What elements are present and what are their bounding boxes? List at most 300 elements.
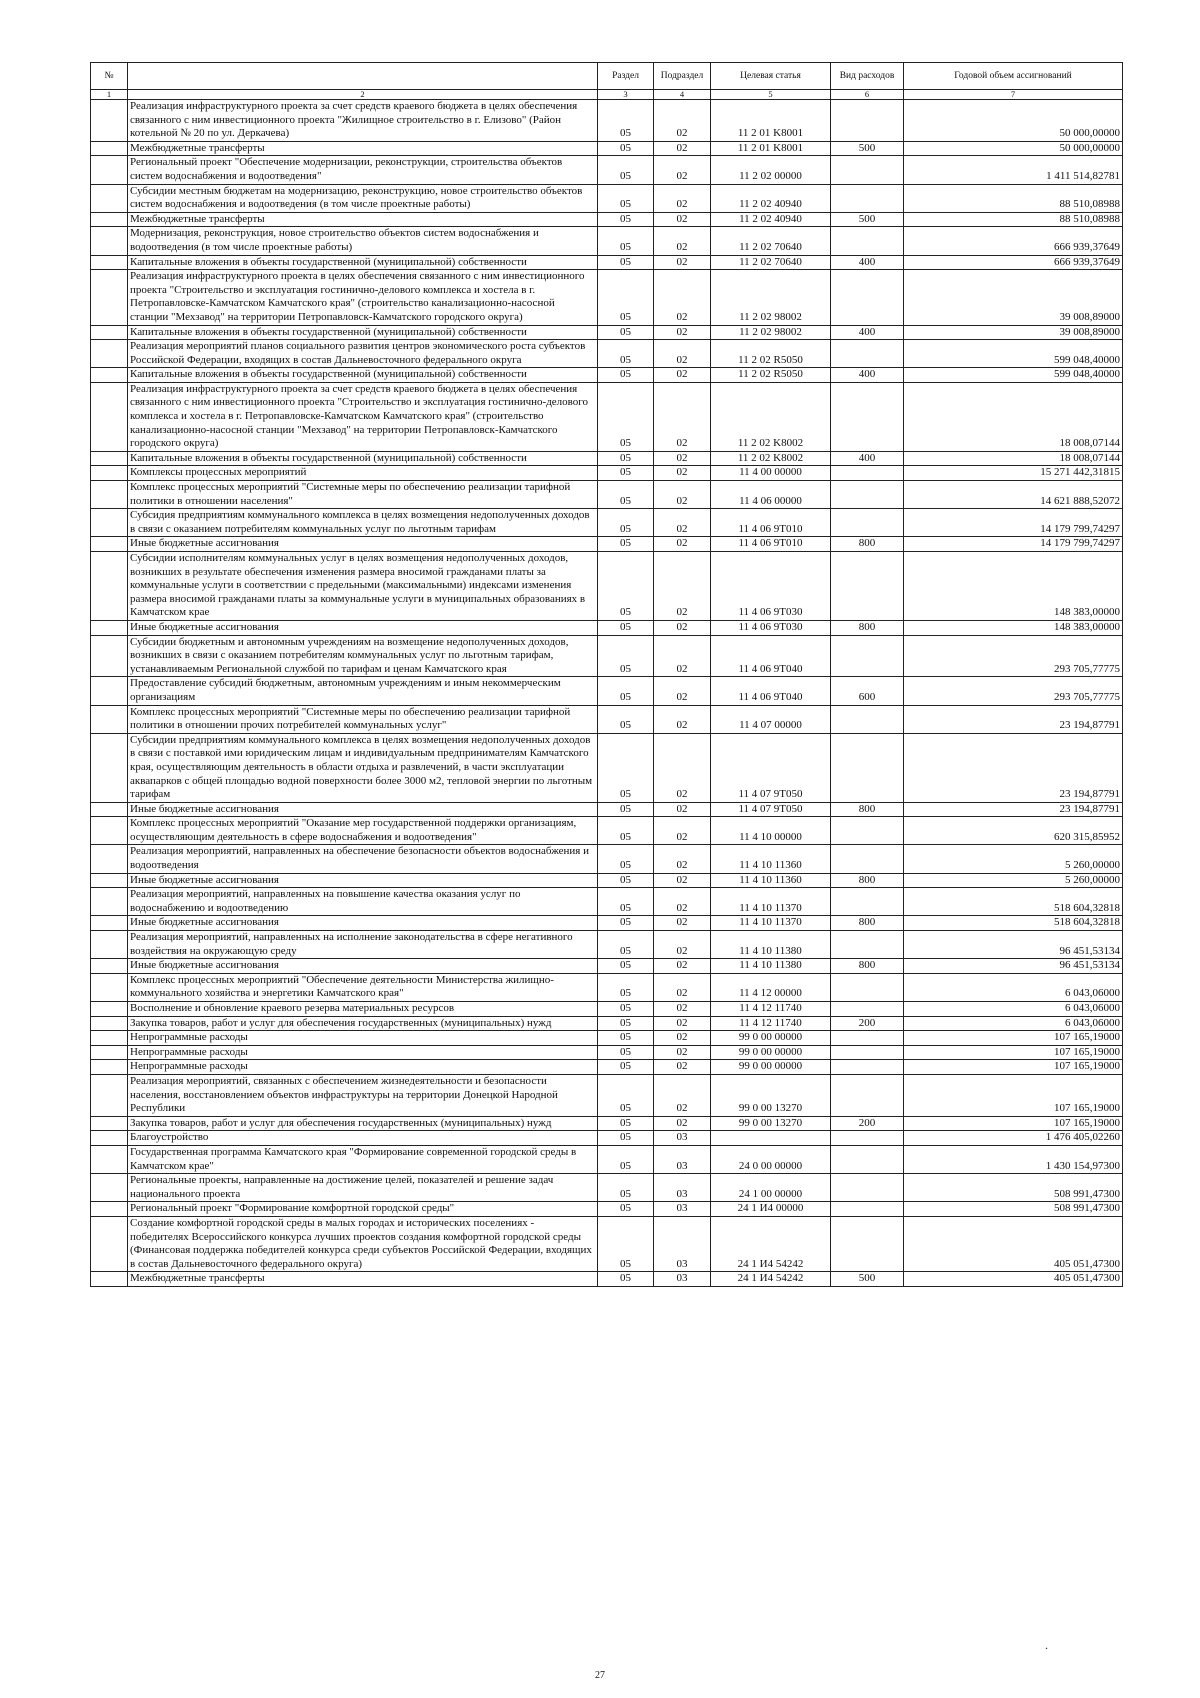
row-subsection: 02 [654, 973, 711, 1001]
row-target-article: 99 0 00 13270 [711, 1116, 831, 1131]
row-expense-type [831, 845, 904, 873]
row-number-cell [91, 873, 128, 888]
row-description: Капитальные вложения в объекты государственной (муниципальной) собственности [128, 368, 598, 383]
row-subsection: 02 [654, 368, 711, 383]
row-amount: 15 271 442,31815 [904, 466, 1123, 481]
table-row [91, 325, 1123, 340]
row-section: 05 [598, 873, 654, 888]
row-number-cell [91, 537, 128, 552]
row-description: Реализация мероприятий планов социального развития центров экономического роста субъектов Российской Федерации, входящих в состав Дальневосточного федерального округа [128, 340, 598, 368]
row-section: 05 [598, 537, 654, 552]
row-section: 05 [598, 817, 654, 845]
row-section: 05 [598, 255, 654, 270]
row-target-article: 99 0 00 13270 [711, 1074, 831, 1116]
row-amount: 5 260,00000 [904, 873, 1123, 888]
row-section: 05 [598, 466, 654, 481]
row-subsection: 02 [654, 481, 711, 509]
row-number-cell [91, 620, 128, 635]
row-description: Непрограммные расходы [128, 1031, 598, 1046]
row-number-cell [91, 1045, 128, 1060]
table-row [91, 100, 1123, 142]
row-amount: 293 705,77775 [904, 677, 1123, 705]
row-section: 05 [598, 1016, 654, 1031]
row-target-article: 11 4 10 11370 [711, 916, 831, 931]
row-description: Капитальные вложения в объекты государственной (муниципальной) собственности [128, 255, 598, 270]
row-target-article: 11 4 10 11370 [711, 888, 831, 916]
row-section: 05 [598, 959, 654, 974]
row-expense-type [831, 509, 904, 537]
row-subsection: 02 [654, 509, 711, 537]
row-number-cell [91, 1202, 128, 1217]
row-subsection: 02 [654, 677, 711, 705]
row-section: 05 [598, 677, 654, 705]
table-row [91, 1045, 1123, 1060]
row-target-article: 11 2 02 70640 [711, 255, 831, 270]
row-expense-type: 400 [831, 325, 904, 340]
header-row [91, 63, 1123, 90]
row-subsection: 03 [654, 1216, 711, 1271]
row-section: 05 [598, 1074, 654, 1116]
row-section: 05 [598, 1060, 654, 1075]
row-amount: 107 165,19000 [904, 1116, 1123, 1131]
row-expense-type [831, 1216, 904, 1271]
row-target-article: 11 4 00 00000 [711, 466, 831, 481]
row-amount: 599 048,40000 [904, 340, 1123, 368]
row-section: 05 [598, 227, 654, 255]
row-expense-type [831, 1074, 904, 1116]
row-number-cell [91, 1074, 128, 1116]
row-subsection: 02 [654, 1045, 711, 1060]
row-subsection: 03 [654, 1202, 711, 1217]
table-row [91, 368, 1123, 383]
row-section: 05 [598, 100, 654, 142]
table-row [91, 481, 1123, 509]
row-description: Субсидии исполнителям коммунальных услуг в целях возмещения недополученных доходов, возникших в результате обеспечения изменения размера вносимой гражданами платы за коммунальные услуги в соответствии с предельными (максимальными) индексами изменения размера вносимой гражданами платы за коммунальные услуги в муниципальных образованиях в Камчатском крае [128, 552, 598, 621]
row-description: Межбюджетные трансферты [128, 141, 598, 156]
row-number-cell [91, 340, 128, 368]
row-amount: 518 604,32818 [904, 916, 1123, 931]
table-row [91, 817, 1123, 845]
row-subsection: 03 [654, 1174, 711, 1202]
row-subsection: 02 [654, 802, 711, 817]
row-section: 05 [598, 931, 654, 959]
row-expense-type: 500 [831, 141, 904, 156]
row-target-article: 11 4 06 9Т040 [711, 635, 831, 677]
row-subsection: 02 [654, 1060, 711, 1075]
row-number-cell [91, 845, 128, 873]
row-number-cell [91, 931, 128, 959]
row-section: 05 [598, 635, 654, 677]
row-number-cell [91, 1016, 128, 1031]
row-target-article: 11 4 07 00000 [711, 705, 831, 733]
row-expense-type: 500 [831, 1272, 904, 1287]
row-section: 05 [598, 184, 654, 212]
row-number-cell [91, 1272, 128, 1287]
row-subsection: 02 [654, 255, 711, 270]
row-amount: 6 043,06000 [904, 1002, 1123, 1017]
table-row [91, 184, 1123, 212]
row-subsection: 02 [654, 635, 711, 677]
row-expense-type [831, 227, 904, 255]
row-expense-type: 800 [831, 916, 904, 931]
row-subsection: 03 [654, 1272, 711, 1287]
row-amount: 666 939,37649 [904, 255, 1123, 270]
row-target-article: 11 2 02 70640 [711, 227, 831, 255]
column-number: 2 [128, 90, 598, 100]
row-description: Иные бюджетные ассигнования [128, 537, 598, 552]
row-subsection: 02 [654, 100, 711, 142]
row-expense-type: 800 [831, 802, 904, 817]
table-row [91, 1002, 1123, 1017]
row-number-cell [91, 1145, 128, 1173]
row-target-article: 11 2 02 K8002 [711, 382, 831, 451]
row-subsection: 02 [654, 1002, 711, 1017]
table-row [91, 635, 1123, 677]
table-row [91, 270, 1123, 325]
table-row [91, 1131, 1123, 1146]
row-section: 05 [598, 270, 654, 325]
row-section: 05 [598, 620, 654, 635]
row-number-cell [91, 184, 128, 212]
row-expense-type: 800 [831, 537, 904, 552]
row-description: Капитальные вложения в объекты государственной (муниципальной) собственности [128, 451, 598, 466]
row-subsection: 03 [654, 1131, 711, 1146]
row-subsection: 02 [654, 873, 711, 888]
row-subsection: 02 [654, 227, 711, 255]
table-row [91, 1016, 1123, 1031]
row-description: Закупка товаров, работ и услуг для обеспечения государственных (муниципальных) нужд [128, 1116, 598, 1131]
row-amount: 518 604,32818 [904, 888, 1123, 916]
row-amount: 14 179 799,74297 [904, 537, 1123, 552]
table-row [91, 227, 1123, 255]
header-section: Раздел [598, 63, 654, 90]
column-number: 7 [904, 90, 1123, 100]
row-expense-type: 400 [831, 368, 904, 383]
row-number-cell [91, 733, 128, 802]
row-section: 05 [598, 1002, 654, 1017]
row-amount: 23 194,87791 [904, 705, 1123, 733]
row-description: Иные бюджетные ассигнования [128, 802, 598, 817]
row-target-article: 11 4 10 11360 [711, 873, 831, 888]
table-row [91, 1074, 1123, 1116]
row-amount: 23 194,87791 [904, 802, 1123, 817]
row-target-article: 11 4 12 11740 [711, 1016, 831, 1031]
row-amount: 148 383,00000 [904, 552, 1123, 621]
row-target-article: 11 4 10 11380 [711, 931, 831, 959]
column-number: 6 [831, 90, 904, 100]
row-subsection: 02 [654, 184, 711, 212]
row-subsection: 02 [654, 382, 711, 451]
row-description: Комплексы процессных мероприятий [128, 466, 598, 481]
row-section: 05 [598, 1145, 654, 1173]
row-amount: 405 051,47300 [904, 1216, 1123, 1271]
page-number: 27 [595, 1670, 605, 1681]
row-target-article: 11 2 02 K8002 [711, 451, 831, 466]
row-description: Комплекс процессных мероприятий "Обеспечение деятельности Министерства жилищно-коммунального хозяйства и энергетики Камчатского края" [128, 973, 598, 1001]
row-expense-type [831, 635, 904, 677]
row-amount: 23 194,87791 [904, 733, 1123, 802]
row-expense-type [831, 270, 904, 325]
row-expense-type [831, 1145, 904, 1173]
row-number-cell [91, 959, 128, 974]
row-section: 05 [598, 1116, 654, 1131]
table-row [91, 156, 1123, 184]
row-description: Реализация инфраструктурного проекта за счет средств краевого бюджета в целях обеспечения связанного с ним инвестиционного проекта "Строительство и эксплуатация гостинично-делового комплекса и хостела в г. Петропавловске-Камчатском Камчатского края" (строительство канализационно-насосной станции "Мехзавод" на территории Петропавловск-Камчатского городского округа) [128, 382, 598, 451]
row-section: 05 [598, 1216, 654, 1271]
row-amount: 293 705,77775 [904, 635, 1123, 677]
row-subsection: 02 [654, 537, 711, 552]
row-number-cell [91, 255, 128, 270]
row-subsection: 02 [654, 888, 711, 916]
row-section: 05 [598, 802, 654, 817]
table-row [91, 705, 1123, 733]
row-subsection: 02 [654, 817, 711, 845]
column-number-row [91, 90, 1123, 100]
row-expense-type [831, 705, 904, 733]
budget-table-document [90, 62, 1122, 1287]
row-number-cell [91, 212, 128, 227]
row-description: Непрограммные расходы [128, 1060, 598, 1075]
table-row [91, 1145, 1123, 1173]
row-number-cell [91, 227, 128, 255]
row-description: Реализация мероприятий, направленных на обеспечение безопасности объектов водоснабжения и водоотведения [128, 845, 598, 873]
row-section: 05 [598, 325, 654, 340]
row-subsection: 02 [654, 141, 711, 156]
row-amount: 14 179 799,74297 [904, 509, 1123, 537]
row-section: 05 [598, 916, 654, 931]
row-target-article: 11 2 02 40940 [711, 184, 831, 212]
table-row [91, 382, 1123, 451]
row-expense-type: 800 [831, 959, 904, 974]
table-row [91, 959, 1123, 974]
row-number-cell [91, 466, 128, 481]
row-expense-type: 500 [831, 212, 904, 227]
row-description: Региональный проект "Формирование комфортной городской среды" [128, 1202, 598, 1217]
row-amount: 107 165,19000 [904, 1031, 1123, 1046]
row-description: Иные бюджетные ассигнования [128, 873, 598, 888]
row-section: 05 [598, 973, 654, 1001]
row-subsection: 02 [654, 340, 711, 368]
row-expense-type [831, 382, 904, 451]
row-description: Иные бюджетные ассигнования [128, 959, 598, 974]
row-description: Региональный проект "Обеспечение модернизации, реконструкции, строительства объектов систем водоснабжения и водоотведения" [128, 156, 598, 184]
row-number-cell [91, 705, 128, 733]
row-number-cell [91, 368, 128, 383]
row-target-article: 11 4 12 00000 [711, 973, 831, 1001]
row-subsection: 02 [654, 451, 711, 466]
row-amount: 5 260,00000 [904, 845, 1123, 873]
row-description: Субсидия предприятиям коммунального комплекса в целях возмещения недополученных доходов в связи с оказанием потребителям коммунальных услуг по льготным тарифам [128, 509, 598, 537]
table-row [91, 620, 1123, 635]
row-expense-type [831, 1131, 904, 1146]
row-amount: 18 008,07144 [904, 451, 1123, 466]
row-section: 05 [598, 888, 654, 916]
row-number-cell [91, 481, 128, 509]
row-description: Комплекс процессных мероприятий "Оказание мер государственной поддержки организациям, осуществляющим деятельность в сфере водоснабжения и водоотведения" [128, 817, 598, 845]
row-subsection: 02 [654, 466, 711, 481]
table-row [91, 973, 1123, 1001]
row-description: Восполнение и обновление краевого резерва материальных ресурсов [128, 1002, 598, 1017]
row-amount: 18 008,07144 [904, 382, 1123, 451]
row-section: 05 [598, 845, 654, 873]
row-target-article: 11 2 02 98002 [711, 270, 831, 325]
row-target-article: 11 4 12 11740 [711, 1002, 831, 1017]
row-subsection: 02 [654, 1074, 711, 1116]
row-expense-type: 200 [831, 1016, 904, 1031]
table-body [91, 100, 1123, 1287]
row-amount: 39 008,89000 [904, 325, 1123, 340]
row-number-cell [91, 325, 128, 340]
row-subsection: 02 [654, 552, 711, 621]
row-description: Закупка товаров, работ и услуг для обеспечения государственных (муниципальных) нужд [128, 1016, 598, 1031]
row-description: Субсидии местным бюджетам на модернизацию, реконструкцию, новое строительство объектов систем водоснабжения и водоотведения (в том числе проектные работы) [128, 184, 598, 212]
row-description: Субсидии предприятиям коммунального комплекса в целях возмещения недополученных доходов в связи с поставкой ими юридическим лицам и индивидуальным предпринимателям Камчатского края, осуществляющим деятельность в области отдыха и развлечений, в части эксплуатации аквапарков с общей площадью водной поверхности более 3000 м2, тепловой энергии по льготным тарифам [128, 733, 598, 802]
row-expense-type [831, 1031, 904, 1046]
budget-allocation-table [90, 62, 1123, 1287]
row-number-cell [91, 677, 128, 705]
header-annual-volume: Годовой объем ассигнований [904, 63, 1123, 90]
table-row [91, 451, 1123, 466]
row-target-article: 11 4 06 9Т010 [711, 509, 831, 537]
row-description: Предоставление субсидий бюджетным, автономным учреждениям и иным некоммерческим организациям [128, 677, 598, 705]
table-row [91, 537, 1123, 552]
row-description: Реализация инфраструктурного проекта за счет средств краевого бюджета в целях обеспечения связанного с ним инвестиционного проекта "Жилищное строительство в г. Елизово" (Район котельной № 20 по ул. Деркачева) [128, 100, 598, 142]
row-description: Государственная программа Камчатского края "Формирование современной городской среды в Камчатском крае" [128, 1145, 598, 1173]
row-section: 05 [598, 1272, 654, 1287]
row-number-cell [91, 1174, 128, 1202]
row-target-article: 11 4 10 11380 [711, 959, 831, 974]
row-expense-type: 400 [831, 255, 904, 270]
row-subsection: 02 [654, 270, 711, 325]
row-expense-type [831, 1174, 904, 1202]
row-description: Реализация мероприятий, направленных на исполнение законодательства в сфере негативного воздействия на окружающую среду [128, 931, 598, 959]
row-amount: 666 939,37649 [904, 227, 1123, 255]
row-target-article: 24 1 И4 54242 [711, 1216, 831, 1271]
row-subsection: 02 [654, 620, 711, 635]
table-row [91, 1216, 1123, 1271]
table-row [91, 916, 1123, 931]
row-amount: 96 451,53134 [904, 931, 1123, 959]
header-subsection: Подраздел [654, 63, 711, 90]
row-target-article: 24 0 00 00000 [711, 1145, 831, 1173]
row-amount: 405 051,47300 [904, 1272, 1123, 1287]
row-target-article: 11 4 06 9Т040 [711, 677, 831, 705]
row-target-article: 11 2 02 98002 [711, 325, 831, 340]
row-amount: 620 315,85952 [904, 817, 1123, 845]
row-number-cell [91, 1131, 128, 1146]
row-amount: 508 991,47300 [904, 1202, 1123, 1217]
row-expense-type [831, 184, 904, 212]
table-row [91, 873, 1123, 888]
header-description [128, 63, 598, 90]
row-description: Создание комфортной городской среды в малых городах и исторических поселениях - победителях Всероссийского конкурса лучших проектов создания комфортной городской среды (Финансовая поддержка победителей конкурса среди субъектов Российской Федерации, входящих в состав Дальневосточного федерального округа) [128, 1216, 598, 1271]
row-amount: 508 991,47300 [904, 1174, 1123, 1202]
row-subsection: 02 [654, 916, 711, 931]
row-section: 05 [598, 1202, 654, 1217]
table-row [91, 212, 1123, 227]
row-target-article: 11 2 02 R5050 [711, 368, 831, 383]
row-target-article: 11 2 01 K8001 [711, 100, 831, 142]
row-subsection: 02 [654, 705, 711, 733]
row-description: Иные бюджетные ассигнования [128, 916, 598, 931]
row-target-article: 11 4 06 9Т030 [711, 620, 831, 635]
column-number: 5 [711, 90, 831, 100]
row-amount: 6 043,06000 [904, 973, 1123, 1001]
header-expense-type: Вид расходов [831, 63, 904, 90]
row-section: 05 [598, 552, 654, 621]
row-subsection: 02 [654, 733, 711, 802]
row-amount: 107 165,19000 [904, 1045, 1123, 1060]
row-number-cell [91, 973, 128, 1001]
row-expense-type: 800 [831, 873, 904, 888]
row-description: Межбюджетные трансферты [128, 212, 598, 227]
row-amount: 1 430 154,97300 [904, 1145, 1123, 1173]
row-section: 05 [598, 156, 654, 184]
row-target-article: 11 4 07 9Т050 [711, 733, 831, 802]
column-number: 1 [91, 90, 128, 100]
row-amount: 50 000,00000 [904, 141, 1123, 156]
row-expense-type [831, 1045, 904, 1060]
table-row [91, 1272, 1123, 1287]
row-description: Субсидии бюджетным и автономным учреждениям на возмещение недополученных доходов, возникших в связи с оказанием потребителям коммунальных услуг по льготным тарифам, устанавливаемым Региональной службой по тарифам и ценам Камчатского края [128, 635, 598, 677]
row-number-cell [91, 635, 128, 677]
row-subsection: 02 [654, 156, 711, 184]
row-amount: 599 048,40000 [904, 368, 1123, 383]
row-description: Межбюджетные трансферты [128, 1272, 598, 1287]
row-expense-type [831, 733, 904, 802]
table-row [91, 509, 1123, 537]
row-subsection: 02 [654, 212, 711, 227]
row-amount: 14 621 888,52072 [904, 481, 1123, 509]
table-row [91, 1174, 1123, 1202]
row-target-article: 11 2 01 K8001 [711, 141, 831, 156]
row-expense-type [831, 1202, 904, 1217]
row-description: Капитальные вложения в объекты государственной (муниципальной) собственности [128, 325, 598, 340]
table-row [91, 802, 1123, 817]
row-subsection: 02 [654, 845, 711, 873]
row-amount: 107 165,19000 [904, 1074, 1123, 1116]
row-expense-type [831, 973, 904, 1001]
row-target-article: 11 4 06 9Т030 [711, 552, 831, 621]
row-number-cell [91, 802, 128, 817]
row-section: 05 [598, 340, 654, 368]
row-target-article: 11 2 02 R5050 [711, 340, 831, 368]
row-section: 05 [598, 368, 654, 383]
row-section: 05 [598, 509, 654, 537]
table-row [91, 888, 1123, 916]
row-target-article: 11 4 10 00000 [711, 817, 831, 845]
row-number-cell [91, 552, 128, 621]
row-amount: 50 000,00000 [904, 100, 1123, 142]
row-number-cell [91, 382, 128, 451]
row-section: 05 [598, 1031, 654, 1046]
row-subsection: 02 [654, 1016, 711, 1031]
row-amount: 96 451,53134 [904, 959, 1123, 974]
row-section: 05 [598, 141, 654, 156]
row-subsection: 02 [654, 325, 711, 340]
row-target-article: 11 4 07 9Т050 [711, 802, 831, 817]
row-section: 05 [598, 451, 654, 466]
row-amount: 1 476 405,02260 [904, 1131, 1123, 1146]
row-subsection: 02 [654, 1031, 711, 1046]
row-description: Реализация инфраструктурного проекта в целях обеспечения связанного с ним инвестиционного проекта "Строительство и эксплуатация гостинично-делового комплекса и хостела в г. Петропавловске-Камчатском Камчатского края" (строительство канализационно-насосной станции "Мехзавод" на территории Петропавловск-Камчатского городского округа) [128, 270, 598, 325]
row-target-article: 11 2 02 00000 [711, 156, 831, 184]
row-amount: 39 008,89000 [904, 270, 1123, 325]
row-expense-type [831, 100, 904, 142]
table-row [91, 552, 1123, 621]
row-subsection: 02 [654, 959, 711, 974]
row-expense-type [831, 466, 904, 481]
